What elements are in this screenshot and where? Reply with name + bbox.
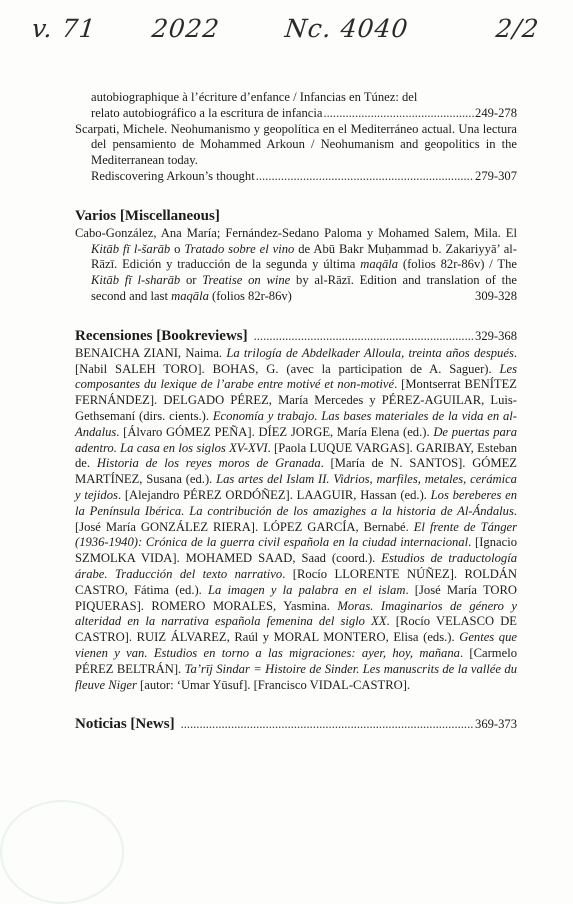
entry-line: autobiographique à l’écriture d’enfance / Infancias en Túnez: del bbox=[91, 90, 418, 104]
review-book-title: Ta’rīj Sindar = Histoire de Sinder. Les manuscrits de la vallée du fleuve Niger bbox=[75, 661, 517, 692]
entry-line: Rediscovering Arkoun’s thought bbox=[91, 168, 255, 183]
section-title-noticias: Noticias [News] bbox=[75, 716, 175, 733]
dot-leader bbox=[323, 106, 474, 122]
page-range: 369-373 bbox=[475, 717, 517, 732]
review-book-title: Economía y trabajo. Las bases materiales de la vida en al-Andalus bbox=[75, 408, 518, 439]
entry-title-italic: maqāla bbox=[360, 257, 399, 272]
review-text: . [Ignacio SZMOLKA VIDA]. MOHAMED SAAD, Saad (coord.). bbox=[75, 535, 517, 566]
review-text: [autor: ‘Umar Yūsuf]. [Francisco VIDAL-CASTRO]. bbox=[136, 677, 411, 692]
dot-leader bbox=[181, 717, 474, 732]
dot-leader bbox=[254, 329, 474, 344]
entry-title-italic: Kitāb fī l-sharāb bbox=[91, 273, 181, 288]
page-range: 249-278 bbox=[475, 105, 517, 120]
handwritten-part: 2/2 bbox=[494, 14, 541, 43]
entry-title-italic: Kitāb fī l-šarāb bbox=[91, 241, 171, 256]
page-range: 329-368 bbox=[475, 328, 517, 343]
entry-text: Scarpati, Michele. Neohumanismo y geopolítica en el Mediterráneo actual. Una lectura del pensamiento de Mohammed Arkoun / Neohumanism and geopolitics in the Mediterranean today. bbox=[75, 121, 517, 168]
review-book-title: Moras. Imaginarios de género y alteridad en la narrativa española femenina del siglo XX bbox=[75, 598, 517, 629]
review-text: BENAICHA ZIANI, Naima. bbox=[75, 345, 227, 360]
handwritten-volume: v. 71 bbox=[30, 14, 98, 43]
entry-leader-line bbox=[91, 106, 517, 122]
review-text: . [Alejandro PÉREZ ORDÓÑEZ]. LAAGUIR, Hassan (ed.). bbox=[117, 487, 431, 502]
section-header-recensiones bbox=[75, 327, 517, 346]
handwritten-code: Nc. 4040 bbox=[283, 14, 410, 43]
review-book-title: La imagen y la palabra en el islam bbox=[208, 582, 406, 597]
review-book-title: Los bereberes en la Península Ibérica. La contribución de los amazighes a la historia de Al-Ándalus bbox=[75, 487, 517, 518]
entry-line: relato autobiográfico a la escritura de infancia bbox=[91, 105, 323, 120]
review-book-title: La trilogía de Abdelkader Alloula, treinta años después bbox=[226, 345, 514, 360]
entry-text: de Abū Bakr Muḥammad b. Zakariyyā’ al-Rāzī. Edición y traducción de la segunda y última bbox=[91, 241, 518, 272]
review-text: . [José María GONZÁLEZ RIERA]. LÓPEZ GARCÍA, Bernabé. bbox=[75, 503, 517, 534]
faded-stamp bbox=[0, 800, 124, 904]
entry-text: by al-Rāzī. Edition and translation of the second and last bbox=[91, 273, 518, 303]
section-header-noticias bbox=[75, 715, 517, 734]
review-book-title: El frente de Tánger (1936-1940): Crónica de la guerra civil española en la ciudad internacional bbox=[75, 519, 517, 550]
review-text: . [Carmelo PÉREZ BELTRÁN]. bbox=[75, 645, 517, 676]
entry-text: o bbox=[170, 241, 185, 256]
review-text: . [Rocío VELASCO DE CASTRO]. RUIZ ÁLVAREZ, Raúl y MORAL MONTERO, Elisa (eds.). bbox=[75, 614, 517, 645]
review-text: . [María de N. SANTOS]. GÓMEZ MARTÍNEZ, Susana (ed.). bbox=[75, 456, 517, 487]
toc-entry-cabo bbox=[75, 226, 517, 305]
entry-leader-line bbox=[91, 169, 517, 185]
review-text: . [José María TORO PIQUERAS]. ROMERO MORALES, Yasmina. bbox=[75, 582, 518, 613]
toc-entry-continued bbox=[75, 90, 517, 122]
book-reviews-list bbox=[75, 346, 517, 694]
entry-text: Cabo-González, Ana María; Fernández-Sedano Paloma y Mohamed Salem, Mila. El bbox=[75, 225, 517, 240]
review-text: . [Álvaro GÓMEZ PEÑA]. DÍEZ JORGE, María Elena (ed.). bbox=[116, 424, 434, 439]
toc-entry-scarpati bbox=[75, 122, 517, 185]
dot-leader bbox=[256, 169, 474, 185]
entry-title-italic: maqāla bbox=[171, 288, 209, 303]
review-book-title: Estudios de traductología árabe. Traducción del texto narrativo bbox=[75, 551, 517, 581]
table-of-contents bbox=[75, 90, 517, 734]
section-title-recensiones: Recensiones [Bookreviews] bbox=[75, 327, 248, 344]
section-title-varios: Varios [Miscellaneous] bbox=[75, 207, 220, 224]
review-text: . [Montserrat BENÍTEZ FERNÁNDEZ]. DELGADO PÉREZ, María Mercedes y PÉREZ-AGUILAR, Luis-Gethsemaní (dirs. cients.). bbox=[75, 377, 518, 423]
page-range: 279-307 bbox=[475, 168, 517, 183]
review-text: . [Paola LUQUE VARGAS]. GARIBAY, Esteban de. bbox=[75, 440, 517, 471]
review-text: . [Rocío LLORENTE NÚÑEZ]. ROLDÁN CASTRO, Fátima (ed.). bbox=[75, 566, 517, 597]
entry-text: (folios 82r-86v) bbox=[208, 288, 292, 303]
review-text: . [Nabil SALEH TORO]. BOHAS, G. (avec la participation de A. Saguer). bbox=[75, 345, 517, 376]
review-book-title: De puertas para adentro. La casa en los siglos XV-XVI bbox=[75, 424, 517, 455]
review-book-title: Las artes del Islam II. Vidrios, marfiles, metales, cerámica y tejidos bbox=[75, 472, 517, 502]
entry-title-italic: Tratado sobre el vino bbox=[184, 241, 295, 256]
review-book-title: Gentes que vienen y van. Estudios en torno a las migraciones: ayer, hoy, mañana bbox=[75, 630, 517, 660]
entry-text: (folios 82r-86v) / The bbox=[398, 257, 517, 272]
entry-text: or bbox=[180, 273, 203, 288]
entry-title-italic: Treatise on wine bbox=[202, 273, 291, 288]
review-book-title: Les composantes du lexique de l’arabe entre motivé et non-motivé bbox=[75, 361, 517, 392]
page-range: 309-328 bbox=[475, 288, 517, 303]
review-book-title: Historia de los reyes moros de Granada bbox=[96, 456, 321, 471]
handwritten-year: 2022 bbox=[150, 14, 222, 43]
